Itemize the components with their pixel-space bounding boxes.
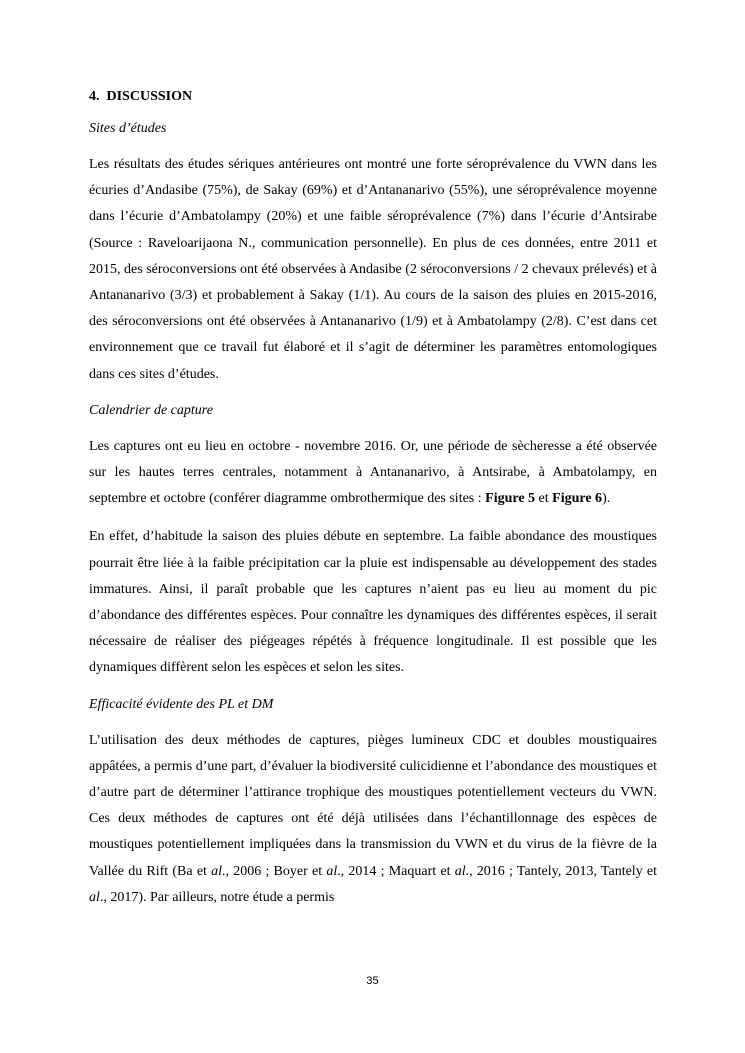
et-al-2: al (326, 863, 338, 879)
efficacy-text-2: ., 2006 ; Boyer et (222, 863, 327, 879)
et-al-1: al (211, 863, 223, 879)
subheading-sites: Sites d’études (89, 121, 167, 136)
page-number: 35 (366, 975, 379, 987)
paragraph-efficacy (89, 728, 657, 911)
section-title: DISCUSSION (106, 89, 193, 104)
figure-5-ref: Figure 5 (485, 491, 536, 507)
paragraph-calendar-2: En effet, d’habitude la saison des pluies débute en septembre. La faible abondance des moustiques pourrait être liée à la faible précipitation car la pluie est indispensable au développement des stades immatures. Ainsi, il paraît probable que les captures n’aient pas eu lieu au moment du pic d’abondance des différentes espèces. Pour connaître les dynamiques des différentes espèces, il serait nécessaire de réaliser des piégeages répétés à fréquence longitudinale. Il est possible que les dynamiques diffèrent selon les espèces et selon les sites. (89, 529, 657, 676)
calendar-close: ). (602, 491, 611, 507)
et-al-3: al (454, 863, 466, 879)
section-number: 4. (89, 89, 100, 104)
efficacy-text-3: ., 2014 ; Maquart et (337, 863, 455, 879)
section-heading (89, 86, 657, 108)
calendar-conj: et (535, 491, 553, 507)
efficacy-text-5: ., 2017). Par ailleurs, notre étude a permis (99, 889, 335, 905)
efficacy-text-1: L’utilisation des deux méthodes de captures, pièges lumineux CDC et doubles moustiquaires appâtées, a permis d’une part, d’évaluer la biodiversité culicidienne et l’abondance des moustiques et d’autre part de déterminer l’attirance trophique des moustiques potentiellement vecteurs du VWN. Ces deux méthodes de captures ont été déjà utilisées dans l’échantillonnage des espèces de moustiques potentiellement impliquées dans la transmission du VWN et du virus de la fièvre de la Vallée du Rift (Ba et (89, 732, 657, 879)
figure-6-ref: Figure 6 (552, 491, 603, 507)
et-al-4: al (89, 889, 100, 905)
paragraph-sites: Les résultats des études sériques antérieures ont montré une forte séroprévalence du VWN dans les écuries d’Andasibe (75%), de Sakay (69%) et d’Antananarivo (55%), une séroprévalence moyenne dans l’écurie d’Ambatolampy (20%) et une faible séroprévalence (7%) dans l’écurie d’Antsirabe (Source : Raveloarijaona N., communication personnelle). En plus de ces données, entre 2011 et 2015, des séroconversions ont été observées à Andasibe (2 séroconversions / 2 chevaux prélevés) et à Antananarivo (3/3) et probablement à Sakay (1/1). Au cours de la saison des pluies en 2015-2016, des séroconversions ont été observées à Antananarivo (1/9) et à Ambatolampy (2/8). C’est dans cet environnement que ce travail fut élaboré et il s’agit de déterminer les paramètres entomologiques dans ces sites d’études. (89, 157, 657, 382)
efficacy-text-4: ., 2016 ; Tantely, 2013, Tantely et (465, 863, 658, 879)
page-body (89, 86, 657, 923)
paragraph-calendar-1 (89, 434, 657, 513)
subheading-calendar: Calendrier de capture (89, 402, 213, 418)
subheading-efficacy: Efficacité évidente des PL et DM (89, 696, 274, 712)
calendar-text: Les captures ont eu lieu en octobre - novembre 2016. Or, une période de sècheresse a été observée sur les hautes terres centrales, notamment à Antananarivo, à Antsirabe, à Ambatolampy, en septembre et octobre (conférer diagramme ombrothermique des sites : (89, 438, 657, 507)
